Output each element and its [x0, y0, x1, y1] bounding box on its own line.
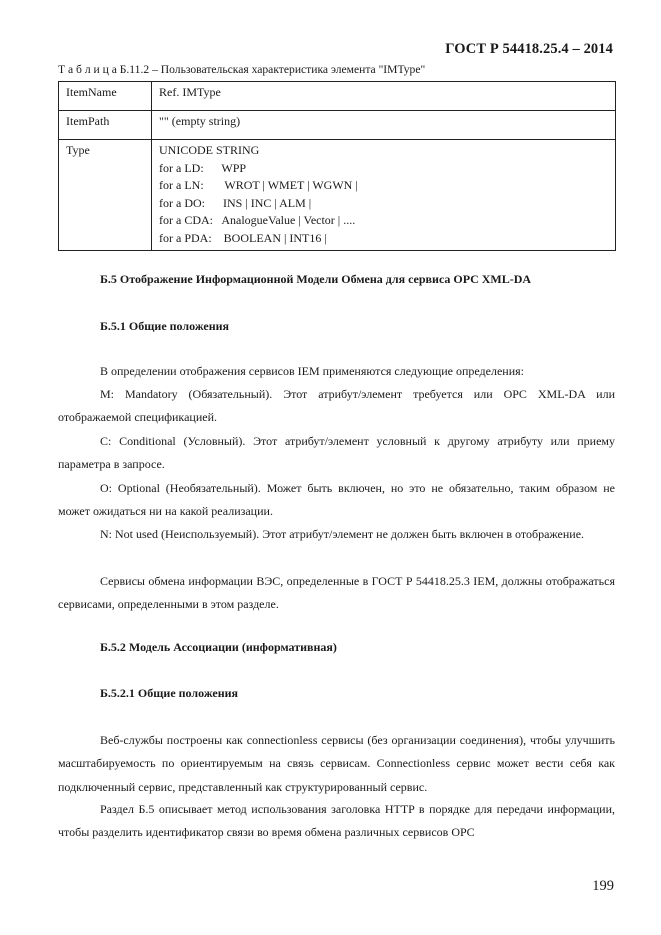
table-value-cell: "" (empty string)	[152, 111, 616, 140]
type-line: for a PDA: BOOLEAN | INT16 |	[159, 230, 327, 245]
paragraph: C: Conditional (Условный). Этот атрибут/элемент условный к другому атрибуту или приему параметра в запросе.	[58, 434, 615, 472]
type-line: for a DO: INS | INC | ALM |	[159, 195, 312, 210]
paragraph: В определении отображения сервисов IEM применяются следующие определения:	[100, 364, 524, 378]
table-row	[59, 111, 616, 140]
section-heading-b5-1: Б.5.1 Общие положения	[100, 319, 230, 333]
table-value-cell: Ref. IMType	[152, 82, 616, 111]
type-line: for a CDA: AnalogueValue | Vector | ....	[159, 213, 356, 227]
table-key-cell: ItemPath	[59, 111, 152, 140]
paragraph: M: Mandatory (Обязательный). Этот атрибут/элемент требуется или OPC XML-DA или отображаемой спецификацией.	[58, 387, 615, 425]
section-heading-b5-2: Б.5.2 Модель Ассоциации (информативная)	[100, 640, 337, 654]
paragraph: Веб-службы построены как connectionless сервисы (без организации соединения), чтобы улучшить масштабируемость по ориентируемым на связь сервисам. Connectionless сервис может вести себя как подключенный сервис, представленный как структурированный сервис.	[58, 733, 615, 794]
table-caption: Т а б л и ц а Б.11.2 – Пользовательская характеристика элемента "IMType"	[58, 63, 426, 76]
type-line: UNICODE STRING	[159, 143, 260, 157]
table-key-cell: Type	[59, 140, 152, 251]
paragraph: O: Optional (Необязательный). Может быть включен, но это не обязательно, таким образом не может ожидаться ни на какой реализации.	[58, 481, 615, 519]
section-heading-b5-2-1: Б.5.2.1 Общие положения	[100, 686, 239, 700]
paragraph: Сервисы обмена информации ВЭС, определенные в ГОСТ Р 54418.25.3 IEM, должны отображаться сервисами, определенными в этом разделе.	[58, 574, 615, 612]
type-line: for a LD: WPP	[159, 160, 247, 175]
standard-number-header: ГОСТ Р 54418.25.4 – 2014	[445, 41, 613, 57]
paragraph: Раздел Б.5 описывает метод использования заголовка HTTP в порядке для передачи информации, чтобы разделить идентификатор связи во время обмена различных сервисов OPC	[58, 802, 615, 840]
table-row	[59, 82, 616, 111]
table-type-values-cell	[152, 140, 616, 251]
paragraph: N: Not used (Неиспользуемый). Этот атрибут/элемент не должен быть включен в отображение.	[100, 527, 585, 541]
imtype-attribute-table	[58, 81, 616, 251]
page-number: 199	[592, 878, 614, 894]
table-key-cell: ItemName	[59, 82, 152, 111]
table-row	[59, 140, 616, 251]
section-heading-b5: Б.5 Отображение Информационной Модели Обмена для сервиса OPC XML-DA	[100, 272, 532, 286]
type-line: for a LN: WROT | WMET | WGWN |	[159, 178, 358, 192]
